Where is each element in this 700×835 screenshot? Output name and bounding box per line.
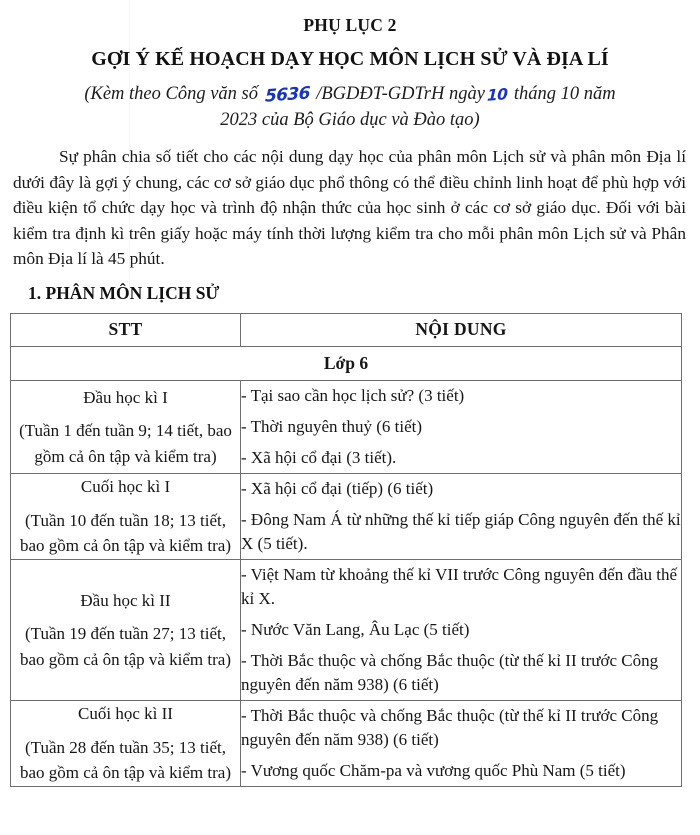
term-detail: (Tuần 28 đến tuần 35; 13 tiết, bao gồm cả ôn tập và kiểm tra) bbox=[19, 737, 231, 783]
term-title: Đầu học kì I bbox=[83, 387, 168, 407]
table-header-row bbox=[11, 313, 682, 346]
table-row bbox=[11, 380, 682, 473]
content-item: - Vương quốc Chăm-pa và vương quốc Phù Nam (5 tiết) bbox=[241, 760, 626, 780]
term-detail: (Tuần 1 đến tuần 9; 14 tiết, bao gồm cả ôn tập và kiểm tra) bbox=[19, 421, 232, 466]
teaching-plan-table bbox=[10, 313, 682, 787]
content-item: - Tại sao cần học lịch sử? (3 tiết) bbox=[241, 385, 465, 405]
content-item: - Thời nguyên thuỷ (6 tiết) bbox=[241, 416, 423, 436]
content-cell bbox=[241, 473, 682, 559]
term-title: Cuối học kì II bbox=[78, 704, 173, 724]
table-grade-row bbox=[11, 346, 682, 380]
term-cell bbox=[11, 473, 241, 559]
reference-middle: /BGDĐT-GDTrH ngày bbox=[316, 84, 485, 104]
content-cell bbox=[241, 559, 682, 700]
term-title: Đầu học kì II bbox=[80, 590, 171, 610]
table-row bbox=[11, 559, 682, 700]
handwritten-document-number: 5636 bbox=[264, 83, 310, 107]
content-item: - Việt Nam từ khoảng thế kỉ VII trước Công nguyên đến đầu thế kỉ X. bbox=[241, 564, 678, 608]
term-cell bbox=[11, 380, 241, 473]
reference-line-2: 2023 của Bộ Giáo dục và Đào tạo) bbox=[220, 110, 480, 130]
table-container bbox=[0, 304, 700, 787]
reference-note bbox=[0, 71, 700, 133]
content-item: - Đông Nam Á từ những thế kỉ tiếp giáp Công nguyên đến thế kỉ X (5 tiết). bbox=[241, 509, 681, 553]
content-item: - Thời Bắc thuộc và chống Bắc thuộc (từ thế kỉ II trước Công nguyên đến năm 938) (6 tiết) bbox=[241, 705, 659, 749]
term-detail: (Tuần 19 đến tuần 27; 13 tiết, bao gồm cả ôn tập và kiểm tra) bbox=[19, 624, 231, 669]
content-cell bbox=[241, 380, 682, 473]
term-title: Cuối học kì I bbox=[80, 477, 171, 497]
page-title: GỢI Ý KẾ HOẠCH DẠY HỌC MÔN LỊCH SỬ VÀ ĐỊA LÍ bbox=[91, 48, 609, 70]
term-cell bbox=[11, 559, 241, 700]
term-cell bbox=[11, 700, 241, 786]
content-item: - Nước Văn Lang, Âu Lạc (5 tiết) bbox=[241, 619, 470, 639]
reference-prefix: (Kèm theo Công văn số bbox=[84, 84, 259, 104]
table-row bbox=[11, 473, 682, 559]
intro-paragraph: Sự phân chia số tiết cho các nội dung dạy học của phân môn Lịch sử và phân môn Địa lí dưới đây là gợi ý chung, các cơ sở giáo dục phổ thông có thể điều chỉnh linh hoạt để phù hợp với điều kiện tổ chức dạy học và trình độ nhận thức của học sinh ở các cơ sở giáo dục. Đối với bài kiểm tra định kì trên giấy hoặc máy tính thời lượng kiểm tra cho mỗi phân môn Lịch sử và Phân môn Địa lí là 45 phút. bbox=[13, 147, 686, 269]
table-row bbox=[11, 700, 682, 786]
term-detail: (Tuần 10 đến tuần 18; 13 tiết, bao gồm cả ôn tập và kiểm tra) bbox=[19, 510, 231, 556]
section-heading-history: 1. PHÂN MÔN LỊCH SỬ bbox=[28, 282, 220, 303]
content-cell bbox=[241, 700, 682, 786]
content-item: - Xã hội cổ đại (tiếp) (6 tiết) bbox=[241, 478, 434, 498]
handwritten-day-number: 10 bbox=[486, 85, 508, 105]
reference-line-1 bbox=[0, 82, 700, 108]
grade-label: Lớp 6 bbox=[11, 346, 682, 380]
content-item: - Thời Bắc thuộc và chống Bắc thuộc (từ thế kỉ II trước Công nguyên đến năm 938) (6 tiết) bbox=[241, 650, 659, 694]
appendix-label: PHỤ LỤC 2 bbox=[303, 15, 397, 35]
reference-suffix: tháng 10 năm bbox=[513, 84, 616, 104]
column-header-stt: STT bbox=[11, 313, 241, 346]
column-header-noi-dung: NỘI DUNG bbox=[241, 313, 682, 346]
content-item: - Xã hội cổ đại (3 tiết). bbox=[241, 447, 397, 467]
